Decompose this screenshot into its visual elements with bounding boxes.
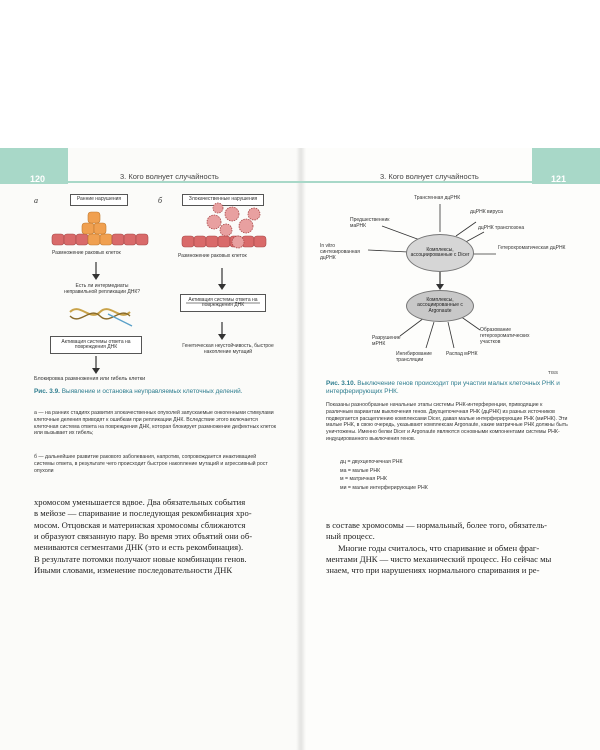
body-line: Многие годы считалось, что спаривание и обмен фраг- (338, 542, 540, 553)
panel-a-activation-box: Активация системы ответа на повреждения ДНК (50, 336, 142, 354)
label-transgene-dsrna: Трансгенная дцРНК (414, 195, 461, 201)
label-mrna-destruction: Разрушение мРНК (372, 335, 401, 347)
page-number: 120 (30, 174, 46, 184)
body-line: знаем, что при нарушениях нормального спаривания и ре- (326, 565, 540, 576)
panel-a-question: Есть ли интермедиаты неправильной репликации ДНК? (63, 283, 141, 295)
dicer-complex-ellipse: Комплексы, ассоциированные с Dicer (406, 234, 474, 272)
figure-credit: TISS (548, 370, 559, 375)
label-virus-dsrna: дцРНК вируса (470, 209, 503, 215)
body-line: мосом. Отцовская и материнская хромосомы сближаются (34, 519, 246, 530)
body-line: в мейозе — спаривание и последующая рекомбинация хро- (34, 508, 252, 519)
body-line: ный процесс. (326, 531, 375, 542)
abbreviation-item: ма = малые РНК (340, 467, 381, 474)
label-mrna-decay: Распад мРНК (446, 351, 478, 357)
figure-3-10-caption (326, 380, 570, 396)
label-heterochromatic: Гетерохроматическая дцРНК (498, 245, 566, 251)
chapter-title: 3. Кого волнует случайность (380, 172, 479, 181)
abbreviation-item: м = матричная РНК (340, 476, 387, 483)
caption-title: Выявление и остановка неуправляемых клеточных делений. (61, 388, 243, 395)
label-precursor: Предшественник маРНК (350, 217, 390, 229)
caption-body: Показаны разнообразные начальные этапы системы РНК-интерференции, приводящие к различным вариантам выключения генов. Двухцепочечная РНК (дцРНК) из разных источников подвергается расщеплению комплексами Dicer, давая малые интерферирующие РНК (миРНК). Эти малые РНК, в свою очередь, указывают комплексам Argonaute, какие матричные РНК должны быть уничтожены. Именно белки Dicer и Argonaute являются основными компонентами системы РНК-индуцированного выключения генов. (326, 402, 568, 442)
caption-title: Выключение генов происходит при участии малых клеточных РНК и интерферирующих РНК. (326, 380, 560, 395)
abbreviation-item: ми = малые интерферирующие РНК (340, 484, 428, 491)
panel-letter-a: а (34, 196, 38, 205)
label-transposon: дцРНК транспозона (478, 225, 525, 231)
caption-para-b: б — дальнейшее развитие ракового заболевания, напротив, сопровождается инактивацией системы ответа, в результате чего происходит быстрое накопление мутаций и агрессивный рост опухоли (34, 454, 268, 474)
body-line: Иными словами, изменение последовательности ДНК (34, 565, 233, 576)
page-number: 121 (550, 174, 566, 184)
label-synthetic: In vitro синтезированная дцРНК (320, 243, 360, 261)
abbreviation-list (340, 458, 428, 492)
label-translation-inhibition: Ингибирование трансляции (396, 351, 432, 363)
panel-a-title-box: Ранние нарушения (70, 194, 128, 206)
chapter-title: 3. Кого волнует случайность (120, 172, 219, 181)
abbreviation-item: дц = двухцепочечная РНК (340, 459, 403, 465)
caption-label: Рис. 3.10. (326, 380, 356, 387)
argonaute-complex-ellipse: Комплексы, ассоциированные с Argonaute (406, 290, 474, 322)
panel-a-cells-caption: Размножение раковых клеток (52, 250, 121, 256)
body-line: в составе хромосомы — нормальный, более того, обязатель- (326, 520, 548, 530)
body-line: ментами ДНК — чисто механический процесс. Но сейчас мы (326, 554, 552, 565)
body-line: хромосом уменьшается вдвое. Два обязательных события (34, 497, 246, 507)
panel-b-title-box: Злокачественные нарушения (182, 194, 264, 206)
caption-label: Рис. 3.9. (34, 388, 60, 395)
caption-para-a: а — на ранних стадиях развития злокачественных опухолей запускаемые онкогенными стимулами клеточные деления приводят к ошибкам при репликации ДНК. Вследствие этого включается клеточная система ответа на повреждения ДНК, которая блокирует размножение дефектных клеток или вызывает их гибель; (34, 410, 276, 437)
panel-a-result: Блокировка размножения или гибель клетки (34, 376, 146, 382)
panel-b-activation-box: Активация системы ответа на повреждения ДНК (180, 294, 266, 312)
body-line: мениваются сегментами ДНК (это и есть рекомбинация). (34, 542, 244, 553)
panel-b-result: Генетическая неустойчивость, быстрое накопление мутаций (182, 343, 274, 355)
body-line: В результате потомки получают новые комбинации генов. (34, 553, 247, 564)
right-body-text (326, 520, 572, 577)
panel-letter-b: б (158, 196, 163, 205)
label-heterochromatin-formation: Образование гетерохроматических участков (480, 327, 530, 345)
panel-b-cells-caption: Размножение раковых клеток (178, 253, 247, 259)
body-line: и образуют связанную пару. Во время этих объятий они об- (34, 531, 253, 542)
